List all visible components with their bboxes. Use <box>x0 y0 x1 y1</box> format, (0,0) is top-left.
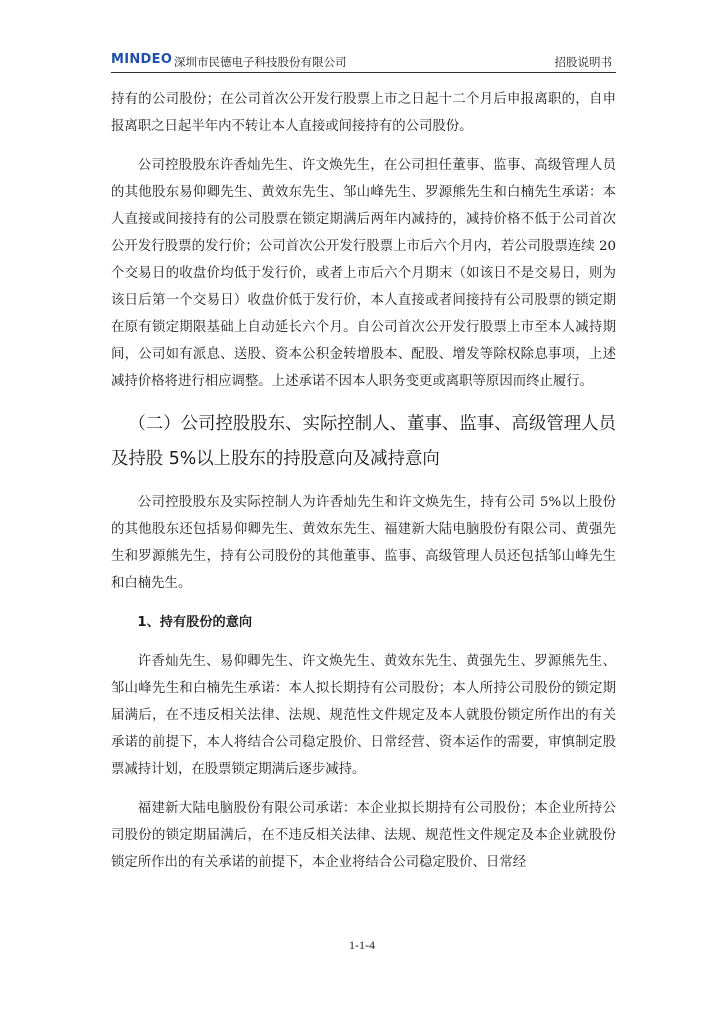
page-number: 1-1-4 <box>349 938 375 952</box>
paragraph-gap <box>111 140 616 152</box>
document-body <box>111 86 616 876</box>
page-header <box>111 50 616 72</box>
paragraph-gap <box>111 477 616 489</box>
paragraph-5: 福建新大陆电脑股份有限公司承诺：本企业拟长期持有公司股份；本企业所持公司股份的锁定期届满后，在不违反相关法律、法规、规范性文件规定及本企业就股份锁定所作出的有关承诺的前提下，本企业将结合公司稳定股价、日常经 <box>111 801 616 870</box>
paragraph-3: 公司控股股东及实际控制人为许香灿先生和许文焕先生，持有公司 5%以上股份的其他股东还包括易仰卿先生、黄效东先生、福建新大陆电脑股份有限公司、黄强先生和罗源熊先生，持有公司股份的其他董事、监事、高级管理人员还包括邹山峰先生和白楠先生。 <box>111 495 616 591</box>
paragraph-2: 公司控股股东许香灿先生、许文焕先生，在公司担任董事、监事、高级管理人员的其他股东易仰卿先生、黄效东先生、邹山峰先生、罗源熊先生和白楠先生承诺：本人直接或间接持有的公司股票在锁定期满后两年内减持的，减持价格不低于公司首次公开发行股票的发行价；公司首次公开发行股票上市后六个月内，若公司股票连续 20 个交易日的收盘价均低于发行价，或者上市后六个月期末（如该日不是交易日，则为该日后第一个交易日）收盘价低于发行价，本人直接或者间接持有公司股票的锁定期在原有锁定期限基础上自动延长六个月。自公司首次公开发行股票上市至本人减持期间，公司如有派息、送股、资本公积金转增股本、配股、增发等除权除息事项，上述减持价格将进行相应调整。上述承诺不因本人职务变更或离职等原因而终止履行。 <box>111 158 616 389</box>
section-heading: （二）公司控股股东、实际控制人、董事、监事、高级管理人员及持股 5%以上股东的持股意向及减持意向 <box>111 414 616 469</box>
paragraph-gap <box>111 783 616 795</box>
paragraph-gap <box>111 636 616 648</box>
document-type: 招股说明书 <box>554 55 612 69</box>
company-logo: MINDEO <box>111 52 173 67</box>
paragraph-4: 许香灿先生、易仰卿先生、许文焕先生、黄效东先生、黄强先生、罗源熊先生、邹山峰先生和白楠先生承诺：本人拟长期持有公司股份；本人所持公司股份的锁定期届满后，在不违反相关法律、法规、规范性文件规定及本人就股份锁定所作出的有关承诺的前提下，本人将结合公司稳定股价、日常经营、资本运作的需要，审慎制定股票减持计划，在股票锁定期满后逐步减持。 <box>111 654 616 777</box>
header-divider <box>111 72 616 73</box>
sub-heading: 1、持有股份的意向 <box>137 615 253 630</box>
paragraph-1: 持有的公司股份；在公司首次公开发行股票上市之日起十二个月后申报离职的，自申报离职之日起半年内不转让本人直接或间接持有的公司股份。 <box>111 92 616 134</box>
paragraph-gap <box>111 597 616 609</box>
company-name: 深圳市民德电子科技股份有限公司 <box>174 55 347 69</box>
paragraph-gap <box>111 395 616 407</box>
